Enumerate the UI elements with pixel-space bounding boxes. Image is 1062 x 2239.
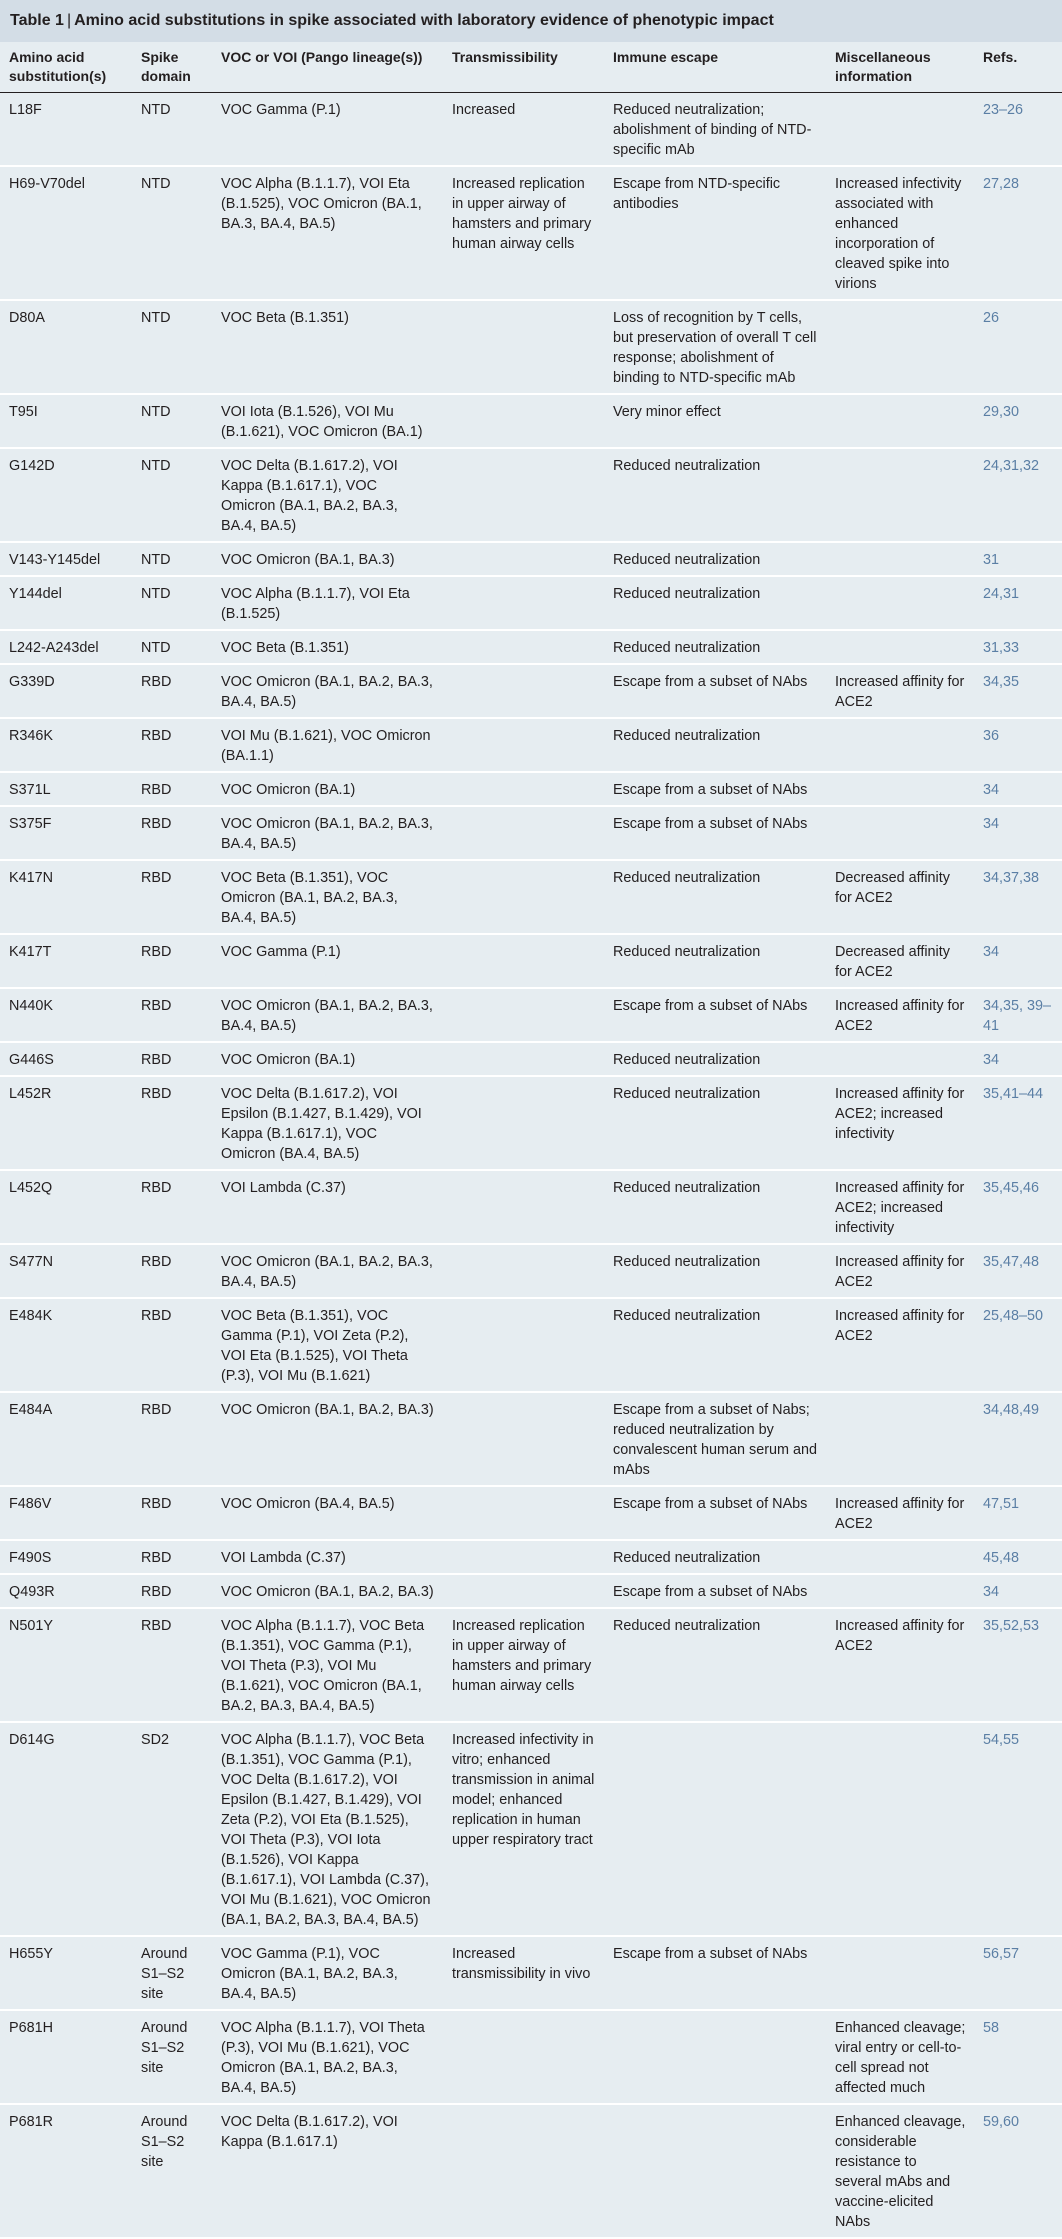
header-refs: Refs. xyxy=(974,42,1062,93)
cell-misc-info: Increased affinity for ACE2 xyxy=(826,664,974,718)
cell-voc-voi: VOC Delta (B.1.617.2), VOI Epsilon (B.1.427, B.1.429), VOI Kappa (B.1.617.1), VOC Omicron (BA.4, BA.5) xyxy=(212,1076,443,1170)
cell-immune-escape: Reduced neutralization; abolishment of binding of NTD-specific mAb xyxy=(604,93,826,167)
cell-voc-voi: VOC Alpha (B.1.1.7), VOC Beta (B.1.351), VOC Gamma (P.1), VOI Theta (P.3), VOI Mu (B.1.621), VOC Omicron (BA.1, BA.2, BA.3, BA.4, BA.5) xyxy=(212,1608,443,1722)
cell-transmissibility xyxy=(443,1076,604,1170)
cell-immune-escape: Reduced neutralization xyxy=(604,576,826,630)
cell-transmissibility: Increased infectivity in vitro; enhanced transmission in animal model; enhanced replication in human upper respiratory tract xyxy=(443,1722,604,1936)
cell-misc-info xyxy=(826,772,974,806)
cell-voc-voi: VOC Gamma (P.1), VOC Omicron (BA.1, BA.2, BA.3, BA.4, BA.5) xyxy=(212,1936,443,2010)
cell-immune-escape xyxy=(604,1722,826,1936)
table-row xyxy=(0,630,1062,664)
cell-immune-escape: Reduced neutralization xyxy=(604,448,826,542)
cell-transmissibility xyxy=(443,806,604,860)
table-row xyxy=(0,448,1062,542)
cell-transmissibility xyxy=(443,1392,604,1486)
cell-misc-info xyxy=(826,394,974,448)
cell-substitution: L242-A243del xyxy=(0,630,132,664)
cell-immune-escape: Reduced neutralization xyxy=(604,1170,826,1244)
cell-voc-voi: VOC Omicron (BA.1, BA.2, BA.3) xyxy=(212,1574,443,1608)
cell-voc-voi: VOC Alpha (B.1.1.7), VOI Theta (P.3), VOI Mu (B.1.621), VOC Omicron (BA.1, BA.2, BA.3, BA.4, BA.5) xyxy=(212,2010,443,2104)
table-row xyxy=(0,1076,1062,1170)
table-body xyxy=(0,93,1062,2239)
cell-spike-domain: RBD xyxy=(132,772,212,806)
table-header-row xyxy=(0,42,1062,93)
cell-misc-info: Decreased affinity for ACE2 xyxy=(826,860,974,934)
cell-refs[interactable]: 35,45,46 xyxy=(974,1170,1062,1244)
cell-spike-domain: NTD xyxy=(132,448,212,542)
cell-immune-escape xyxy=(604,2104,826,2238)
cell-immune-escape: Reduced neutralization xyxy=(604,718,826,772)
cell-misc-info xyxy=(826,1722,974,1936)
cell-misc-info xyxy=(826,630,974,664)
cell-immune-escape: Escape from a subset of NAbs xyxy=(604,988,826,1042)
table-row xyxy=(0,394,1062,448)
cell-misc-info xyxy=(826,806,974,860)
cell-misc-info: Increased affinity for ACE2 xyxy=(826,1298,974,1392)
cell-spike-domain: NTD xyxy=(132,300,212,394)
cell-substitution: K417T xyxy=(0,934,132,988)
table-row xyxy=(0,1608,1062,1722)
cell-substitution: Y144del xyxy=(0,576,132,630)
table-row xyxy=(0,1042,1062,1076)
cell-substitution: T95I xyxy=(0,394,132,448)
cell-refs[interactable]: 58 xyxy=(974,2010,1062,2104)
cell-transmissibility xyxy=(443,2104,604,2238)
cell-spike-domain: RBD xyxy=(132,1486,212,1540)
table-title-label: Table 1 xyxy=(10,12,64,29)
cell-spike-domain: RBD xyxy=(132,860,212,934)
cell-misc-info xyxy=(826,1392,974,1486)
table-row xyxy=(0,988,1062,1042)
cell-spike-domain: RBD xyxy=(132,1608,212,1722)
cell-misc-info xyxy=(826,576,974,630)
cell-voc-voi: VOI Mu (B.1.621), VOC Omicron (BA.1.1) xyxy=(212,718,443,772)
cell-substitution: G446S xyxy=(0,1042,132,1076)
cell-refs[interactable]: 27,28 xyxy=(974,166,1062,300)
cell-refs[interactable]: 56,57 xyxy=(974,1936,1062,2010)
header-substitution: Amino acid substitution(s) xyxy=(0,42,132,93)
cell-refs[interactable]: 23–26 xyxy=(974,93,1062,167)
cell-refs[interactable]: 59,60 xyxy=(974,2104,1062,2238)
cell-misc-info xyxy=(826,718,974,772)
cell-misc-info xyxy=(826,542,974,576)
cell-immune-escape: Loss of recognition by T cells, but preservation of overall T cell response; abolishment of binding to NTD-specific mAb xyxy=(604,300,826,394)
cell-refs[interactable]: 24,31 xyxy=(974,576,1062,630)
cell-voc-voi: VOI Lambda (C.37) xyxy=(212,1170,443,1244)
cell-spike-domain: RBD xyxy=(132,1574,212,1608)
cell-immune-escape: Escape from a subset of NAbs xyxy=(604,1486,826,1540)
cell-spike-domain: RBD xyxy=(132,1298,212,1392)
cell-voc-voi: VOC Alpha (B.1.1.7), VOI Eta (B.1.525) xyxy=(212,576,443,630)
cell-transmissibility xyxy=(443,664,604,718)
cell-misc-info: Increased affinity for ACE2 xyxy=(826,988,974,1042)
cell-refs[interactable]: 34,48,49 xyxy=(974,1392,1062,1486)
cell-misc-info: Increased affinity for ACE2; increased infectivity xyxy=(826,1076,974,1170)
cell-misc-info xyxy=(826,448,974,542)
table-row xyxy=(0,1244,1062,1298)
cell-substitution: P681R xyxy=(0,2104,132,2238)
cell-refs[interactable]: 47,51 xyxy=(974,1486,1062,1540)
cell-refs[interactable]: 34 xyxy=(974,1042,1062,1076)
cell-transmissibility: Increased replication in upper airway of hamsters and primary human airway cells xyxy=(443,166,604,300)
cell-substitution: L452Q xyxy=(0,1170,132,1244)
cell-voc-voi: VOC Gamma (P.1) xyxy=(212,93,443,167)
cell-substitution: F486V xyxy=(0,1486,132,1540)
table-row xyxy=(0,1486,1062,1540)
cell-substitution: L18F xyxy=(0,93,132,167)
cell-refs[interactable]: 25,48–50 xyxy=(974,1298,1062,1392)
cell-refs[interactable]: 36 xyxy=(974,718,1062,772)
cell-misc-info xyxy=(826,93,974,167)
cell-voc-voi: VOC Beta (B.1.351) xyxy=(212,630,443,664)
table-row xyxy=(0,2104,1062,2238)
cell-refs[interactable]: 24,31,32 xyxy=(974,448,1062,542)
header-voc-voi: VOC or VOI (Pango lineage(s)) xyxy=(212,42,443,93)
cell-voc-voi: VOC Beta (B.1.351) xyxy=(212,300,443,394)
cell-substitution: H69-V70del xyxy=(0,166,132,300)
cell-substitution: V143-Y145del xyxy=(0,542,132,576)
cell-transmissibility xyxy=(443,772,604,806)
cell-voc-voi: VOC Omicron (BA.1, BA.2, BA.3, BA.4, BA.5) xyxy=(212,988,443,1042)
cell-misc-info: Increased affinity for ACE2 xyxy=(826,1244,974,1298)
table-row xyxy=(0,718,1062,772)
cell-spike-domain: Around S1–S2 site xyxy=(132,1936,212,2010)
cell-spike-domain: RBD xyxy=(132,806,212,860)
cell-refs[interactable]: 34 xyxy=(974,1574,1062,1608)
cell-transmissibility xyxy=(443,1574,604,1608)
table-row xyxy=(0,576,1062,630)
cell-transmissibility xyxy=(443,718,604,772)
table-row xyxy=(0,664,1062,718)
cell-transmissibility xyxy=(443,988,604,1042)
cell-immune-escape: Reduced neutralization xyxy=(604,1540,826,1574)
cell-transmissibility xyxy=(443,860,604,934)
cell-voc-voi: VOC Omicron (BA.1, BA.2, BA.3, BA.4, BA.5) xyxy=(212,664,443,718)
cell-spike-domain: RBD xyxy=(132,1244,212,1298)
cell-spike-domain: RBD xyxy=(132,1076,212,1170)
table-row xyxy=(0,934,1062,988)
cell-spike-domain: NTD xyxy=(132,630,212,664)
cell-voc-voi: VOC Omicron (BA.1, BA.2, BA.3) xyxy=(212,1392,443,1486)
cell-spike-domain: RBD xyxy=(132,1042,212,1076)
cell-spike-domain: RBD xyxy=(132,934,212,988)
table-row xyxy=(0,166,1062,300)
cell-immune-escape: Reduced neutralization xyxy=(604,1076,826,1170)
cell-immune-escape: Reduced neutralization xyxy=(604,1244,826,1298)
cell-immune-escape: Reduced neutralization xyxy=(604,542,826,576)
cell-immune-escape: Escape from a subset of NAbs xyxy=(604,772,826,806)
cell-immune-escape xyxy=(604,2010,826,2104)
table-row xyxy=(0,806,1062,860)
cell-spike-domain: RBD xyxy=(132,1392,212,1486)
cell-transmissibility xyxy=(443,542,604,576)
cell-substitution: L452R xyxy=(0,1076,132,1170)
cell-substitution: Q493R xyxy=(0,1574,132,1608)
cell-voc-voi: VOC Omicron (BA.4, BA.5) xyxy=(212,1486,443,1540)
cell-spike-domain: NTD xyxy=(132,542,212,576)
table-title xyxy=(0,0,1062,42)
header-misc-info: Miscellaneous information xyxy=(826,42,974,93)
cell-transmissibility xyxy=(443,1170,604,1244)
cell-substitution: E484K xyxy=(0,1298,132,1392)
cell-substitution: H655Y xyxy=(0,1936,132,2010)
cell-substitution: G339D xyxy=(0,664,132,718)
cell-voc-voi: VOC Omicron (BA.1, BA.2, BA.3, BA.4, BA.5) xyxy=(212,1244,443,1298)
cell-immune-escape: Reduced neutralization xyxy=(604,860,826,934)
cell-misc-info: Increased infectivity associated with enhanced incorporation of cleaved spike into virions xyxy=(826,166,974,300)
cell-immune-escape: Reduced neutralization xyxy=(604,1042,826,1076)
cell-transmissibility xyxy=(443,1486,604,1540)
cell-misc-info: Enhanced cleavage, considerable resistance to several mAbs and vaccine-elicited NAbs xyxy=(826,2104,974,2238)
cell-transmissibility xyxy=(443,2010,604,2104)
cell-substitution: E484A xyxy=(0,1392,132,1486)
cell-immune-escape: Escape from a subset of NAbs xyxy=(604,1936,826,2010)
cell-substitution: R346K xyxy=(0,718,132,772)
cell-spike-domain: NTD xyxy=(132,93,212,167)
table-row xyxy=(0,300,1062,394)
cell-spike-domain: RBD xyxy=(132,988,212,1042)
cell-refs[interactable]: 35,41–44 xyxy=(974,1076,1062,1170)
cell-voc-voi: VOC Omicron (BA.1) xyxy=(212,772,443,806)
cell-transmissibility xyxy=(443,576,604,630)
cell-substitution: P681H xyxy=(0,2010,132,2104)
cell-substitution: S371L xyxy=(0,772,132,806)
cell-spike-domain: RBD xyxy=(132,718,212,772)
table-row xyxy=(0,1722,1062,1936)
cell-spike-domain: SD2 xyxy=(132,1722,212,1936)
cell-immune-escape: Reduced neutralization xyxy=(604,934,826,988)
cell-spike-domain: NTD xyxy=(132,576,212,630)
cell-transmissibility xyxy=(443,448,604,542)
cell-substitution: D80A xyxy=(0,300,132,394)
cell-transmissibility: Increased transmissibility in vivo xyxy=(443,1936,604,2010)
cell-substitution: F490S xyxy=(0,1540,132,1574)
cell-substitution: N501Y xyxy=(0,1608,132,1722)
table-row xyxy=(0,542,1062,576)
cell-transmissibility: Increased xyxy=(443,93,604,167)
cell-substitution: D614G xyxy=(0,1722,132,1936)
cell-spike-domain: Around S1–S2 site xyxy=(132,2010,212,2104)
cell-transmissibility xyxy=(443,630,604,664)
table-row xyxy=(0,1540,1062,1574)
cell-spike-domain: RBD xyxy=(132,664,212,718)
cell-voc-voi: VOC Alpha (B.1.1.7), VOI Eta (B.1.525), VOC Omicron (BA.1, BA.3, BA.4, BA.5) xyxy=(212,166,443,300)
cell-transmissibility xyxy=(443,1298,604,1392)
cell-transmissibility xyxy=(443,934,604,988)
cell-voc-voi: VOC Beta (B.1.351), VOC Gamma (P.1), VOI Zeta (P.2), VOI Eta (B.1.525), VOI Theta (P.3), VOI Mu (B.1.621) xyxy=(212,1298,443,1392)
table-title-separator: | xyxy=(66,12,72,29)
cell-voc-voi: VOC Delta (B.1.617.2), VOI Kappa (B.1.617.1), VOC Omicron (BA.1, BA.2, BA.3, BA.4, BA.5) xyxy=(212,448,443,542)
cell-spike-domain: RBD xyxy=(132,1170,212,1244)
cell-refs[interactable]: 34 xyxy=(974,806,1062,860)
cell-refs[interactable]: 35,52,53 xyxy=(974,1608,1062,1722)
table-row xyxy=(0,2010,1062,2104)
cell-immune-escape: Escape from a subset of Nabs; reduced neutralization by convalescent human serum and mAbs xyxy=(604,1392,826,1486)
cell-refs[interactable]: 26 xyxy=(974,300,1062,394)
cell-transmissibility xyxy=(443,1540,604,1574)
header-transmissibility: Transmissibility xyxy=(443,42,604,93)
cell-transmissibility xyxy=(443,1244,604,1298)
cell-substitution: G142D xyxy=(0,448,132,542)
cell-voc-voi: VOI Iota (B.1.526), VOI Mu (B.1.621), VOC Omicron (BA.1) xyxy=(212,394,443,448)
cell-refs[interactable]: 34,35, 39–41 xyxy=(974,988,1062,1042)
cell-transmissibility xyxy=(443,1042,604,1076)
cell-immune-escape: Reduced neutralization xyxy=(604,630,826,664)
cell-refs[interactable]: 34,35 xyxy=(974,664,1062,718)
cell-immune-escape: Very minor effect xyxy=(604,394,826,448)
cell-misc-info xyxy=(826,300,974,394)
cell-misc-info xyxy=(826,1936,974,2010)
cell-misc-info xyxy=(826,1540,974,1574)
cell-spike-domain: RBD xyxy=(132,1540,212,1574)
cell-refs[interactable]: 29,30 xyxy=(974,394,1062,448)
table-row xyxy=(0,1298,1062,1392)
cell-spike-domain: NTD xyxy=(132,166,212,300)
table-row xyxy=(0,93,1062,167)
cell-voc-voi: VOC Omicron (BA.1) xyxy=(212,1042,443,1076)
cell-misc-info: Increased affinity for ACE2 xyxy=(826,1486,974,1540)
table-row xyxy=(0,1936,1062,2010)
cell-substitution: K417N xyxy=(0,860,132,934)
cell-refs[interactable]: 34,37,38 xyxy=(974,860,1062,934)
cell-immune-escape: Escape from NTD-specific antibodies xyxy=(604,166,826,300)
table-row xyxy=(0,1574,1062,1608)
header-spike-domain: Spike domain xyxy=(132,42,212,93)
cell-substitution: S477N xyxy=(0,1244,132,1298)
cell-transmissibility xyxy=(443,300,604,394)
header-immune-escape: Immune escape xyxy=(604,42,826,93)
cell-misc-info: Increased affinity for ACE2; increased infectivity xyxy=(826,1170,974,1244)
table-row xyxy=(0,860,1062,934)
cell-misc-info: Decreased affinity for ACE2 xyxy=(826,934,974,988)
cell-transmissibility xyxy=(443,394,604,448)
cell-voc-voi: VOC Omicron (BA.1, BA.2, BA.3, BA.4, BA.5) xyxy=(212,806,443,860)
cell-transmissibility: Increased replication in upper airway of hamsters and primary human airway cells xyxy=(443,1608,604,1722)
cell-substitution: S375F xyxy=(0,806,132,860)
cell-refs[interactable]: 54,55 xyxy=(974,1722,1062,1936)
cell-substitution: N440K xyxy=(0,988,132,1042)
substitutions-table xyxy=(0,42,1062,2239)
cell-refs[interactable]: 34 xyxy=(974,934,1062,988)
cell-misc-info xyxy=(826,1042,974,1076)
cell-voc-voi: VOI Lambda (C.37) xyxy=(212,1540,443,1574)
cell-refs[interactable]: 35,47,48 xyxy=(974,1244,1062,1298)
cell-voc-voi: VOC Beta (B.1.351), VOC Omicron (BA.1, BA.2, BA.3, BA.4, BA.5) xyxy=(212,860,443,934)
cell-voc-voi: VOC Alpha (B.1.1.7), VOC Beta (B.1.351), VOC Gamma (P.1), VOC Delta (B.1.617.2), VOI Epsilon (B.1.427, B.1.429), VOI Zeta (P.2), VOI Eta (B.1.525), VOI Theta (P.3), VOI Iota (B.1.526), VOI Kappa (B.1.617.1), VOI Lambda (C.37), VOI Mu (B.1.621), VOC Omicron (BA.1, BA.2, BA.3, BA.4, BA.5) xyxy=(212,1722,443,1936)
table-row xyxy=(0,1392,1062,1486)
cell-immune-escape: Reduced neutralization xyxy=(604,1298,826,1392)
cell-immune-escape: Escape from a subset of NAbs xyxy=(604,664,826,718)
cell-voc-voi: VOC Gamma (P.1) xyxy=(212,934,443,988)
cell-misc-info: Increased affinity for ACE2 xyxy=(826,1608,974,1722)
cell-spike-domain: Around S1–S2 site xyxy=(132,2104,212,2238)
cell-voc-voi: VOC Omicron (BA.1, BA.3) xyxy=(212,542,443,576)
cell-voc-voi: VOC Delta (B.1.617.2), VOI Kappa (B.1.617.1) xyxy=(212,2104,443,2238)
table-title-text: Amino acid substitutions in spike associated with laboratory evidence of phenotypic impact xyxy=(74,12,774,29)
cell-misc-info xyxy=(826,1574,974,1608)
cell-immune-escape: Reduced neutralization xyxy=(604,1608,826,1722)
cell-refs[interactable]: 31 xyxy=(974,542,1062,576)
cell-spike-domain: NTD xyxy=(132,394,212,448)
cell-refs[interactable]: 34 xyxy=(974,772,1062,806)
cell-refs[interactable]: 45,48 xyxy=(974,1540,1062,1574)
cell-immune-escape: Escape from a subset of NAbs xyxy=(604,1574,826,1608)
table-row xyxy=(0,1170,1062,1244)
table-row xyxy=(0,772,1062,806)
cell-immune-escape: Escape from a subset of NAbs xyxy=(604,806,826,860)
cell-refs[interactable]: 31,33 xyxy=(974,630,1062,664)
cell-misc-info: Enhanced cleavage; viral entry or cell-to-cell spread not affected much xyxy=(826,2010,974,2104)
